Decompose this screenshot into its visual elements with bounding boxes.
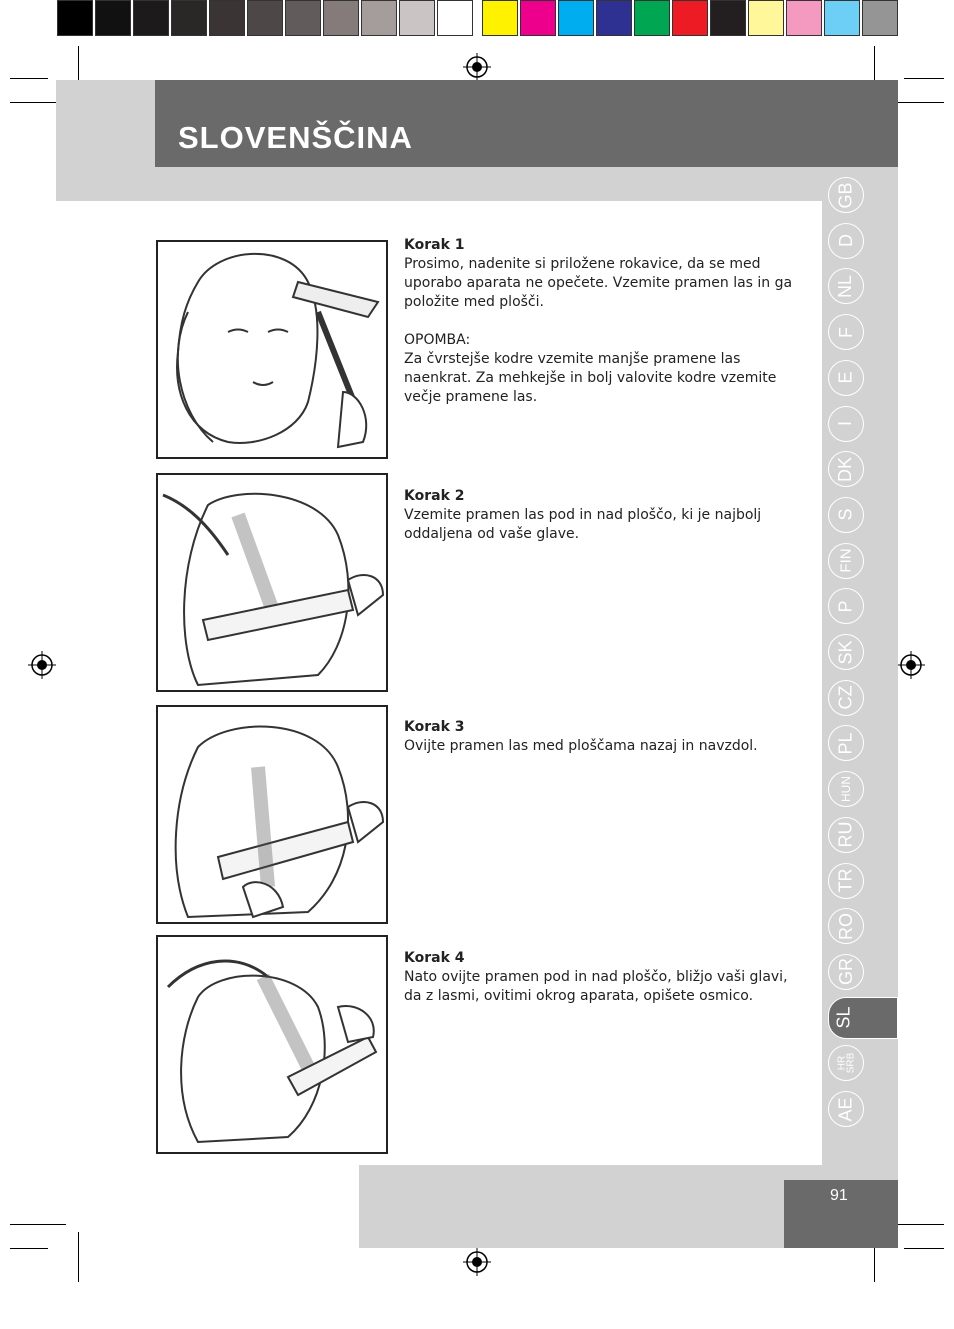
tab-label: SRB — [845, 1053, 856, 1074]
color-swatch — [57, 0, 93, 36]
step-3-illustration — [156, 705, 388, 924]
registration-mark-icon — [897, 651, 925, 679]
language-tab-gb[interactable] — [828, 177, 864, 213]
page-title: SLOVENŠČINA — [178, 120, 413, 155]
color-swatch — [95, 0, 131, 36]
color-bar-left — [57, 0, 475, 36]
color-swatch — [323, 0, 359, 36]
color-bar-right — [482, 0, 900, 36]
crop-mark — [78, 1232, 79, 1282]
tab-label: HUN — [839, 776, 853, 803]
tab-label: F — [835, 326, 856, 338]
step-heading: Korak 4 — [404, 950, 465, 966]
tab-label: DK — [835, 456, 856, 482]
color-swatch — [786, 0, 822, 36]
language-tab-i[interactable] — [828, 406, 864, 442]
tab-label — [837, 1053, 855, 1074]
language-tab-hun[interactable] — [828, 771, 864, 807]
tab-label: GR — [835, 958, 856, 986]
step-4 — [404, 949, 804, 1006]
step-text: Vzemite pramen las pod in nad ploščo, ki je najbolj oddaljena od vaše glave. — [404, 507, 762, 542]
crop-mark — [904, 78, 944, 79]
color-swatch — [672, 0, 708, 36]
crop-mark — [10, 1224, 66, 1225]
step-2-illustration — [156, 473, 388, 692]
tab-label: TR — [835, 868, 856, 893]
hair-styling-sketch-icon — [158, 937, 386, 1152]
language-tab-dk[interactable] — [828, 451, 864, 487]
color-swatch — [209, 0, 245, 36]
registration-mark-icon — [463, 53, 491, 81]
step-1-illustration — [156, 240, 388, 459]
color-swatch — [824, 0, 860, 36]
color-swatch — [558, 0, 594, 36]
tab-label: CZ — [835, 685, 856, 710]
tab-label: NL — [835, 274, 856, 298]
step-text: Prosimo, nadenite si priložene rokavice, da se med uporabo aparata ne opečete. Vzemite pramen las in ga položite med plošči. — [404, 256, 793, 310]
note-text: Za čvrstejše kodre vzemite manjše pramene las naenkrat. Za mehkejše in bolj valovite kodre vzemite večje pramene las. — [404, 351, 777, 405]
step-text: Ovijte pramen las med ploščama nazaj in navzdol. — [404, 738, 758, 754]
color-swatch — [482, 0, 518, 36]
color-swatch — [596, 0, 632, 36]
note-label: OPOMBA: — [404, 332, 471, 348]
step-heading: Korak 2 — [404, 488, 465, 504]
color-swatch — [171, 0, 207, 36]
tab-label: D — [835, 234, 856, 248]
color-swatch — [361, 0, 397, 36]
step-text: Nato ovijte pramen pod in nad ploščo, bližjo vaši glavi, da z lasmi, ovitimi okrog aparata, opišete osmico. — [404, 969, 788, 1004]
page-number: 91 — [830, 1187, 848, 1204]
tab-label: RU — [835, 821, 856, 848]
tab-label: P — [835, 600, 856, 613]
language-tab-ae[interactable] — [828, 1091, 864, 1127]
tab-label: E — [835, 371, 856, 384]
language-tab-fin[interactable] — [828, 543, 864, 579]
crop-mark — [904, 1248, 944, 1249]
hair-styling-sketch-icon — [158, 242, 386, 457]
language-tab-d[interactable] — [828, 223, 864, 259]
step-1 — [404, 236, 804, 407]
tab-label: FIN — [837, 548, 855, 573]
crop-mark — [10, 1248, 48, 1249]
registration-mark-icon — [28, 651, 56, 679]
color-swatch — [748, 0, 784, 36]
color-swatch — [634, 0, 670, 36]
tab-label: GB — [835, 181, 856, 209]
hair-styling-sketch-icon — [158, 707, 386, 922]
step-3 — [404, 718, 804, 756]
step-heading: Korak 3 — [404, 719, 465, 735]
language-tab-sk[interactable] — [828, 634, 864, 670]
language-tab-tr[interactable] — [828, 863, 864, 899]
tab-label: I — [835, 420, 856, 427]
language-tab-e[interactable] — [828, 360, 864, 396]
language-tab-f[interactable] — [828, 314, 864, 350]
language-tab-ru[interactable] — [828, 817, 864, 853]
language-tab-s[interactable] — [828, 497, 864, 533]
step-heading: Korak 1 — [404, 237, 465, 253]
tab-label: SK — [835, 639, 856, 665]
step-2 — [404, 487, 804, 544]
crop-mark — [10, 78, 48, 79]
color-swatch — [133, 0, 169, 36]
language-tab-sl[interactable] — [828, 997, 898, 1039]
tab-label: PL — [835, 732, 856, 755]
language-tab-ro[interactable] — [828, 908, 864, 944]
tab-label: RO — [835, 912, 856, 940]
color-swatch — [437, 0, 473, 36]
tab-label: SL — [833, 1006, 854, 1029]
language-tab-cz[interactable] — [828, 680, 864, 716]
color-swatch — [247, 0, 283, 36]
color-swatch — [285, 0, 321, 36]
color-swatch — [862, 0, 898, 36]
tab-label: AE — [835, 1096, 856, 1122]
color-swatch — [399, 0, 435, 36]
hair-styling-sketch-icon — [158, 475, 386, 690]
color-swatch — [710, 0, 746, 36]
step-4-illustration — [156, 935, 388, 1154]
tab-label: S — [835, 508, 856, 521]
registration-mark-icon — [463, 1248, 491, 1276]
language-tab-gr[interactable] — [828, 954, 864, 990]
color-swatch — [520, 0, 556, 36]
tab-label: HR — [836, 1056, 847, 1071]
